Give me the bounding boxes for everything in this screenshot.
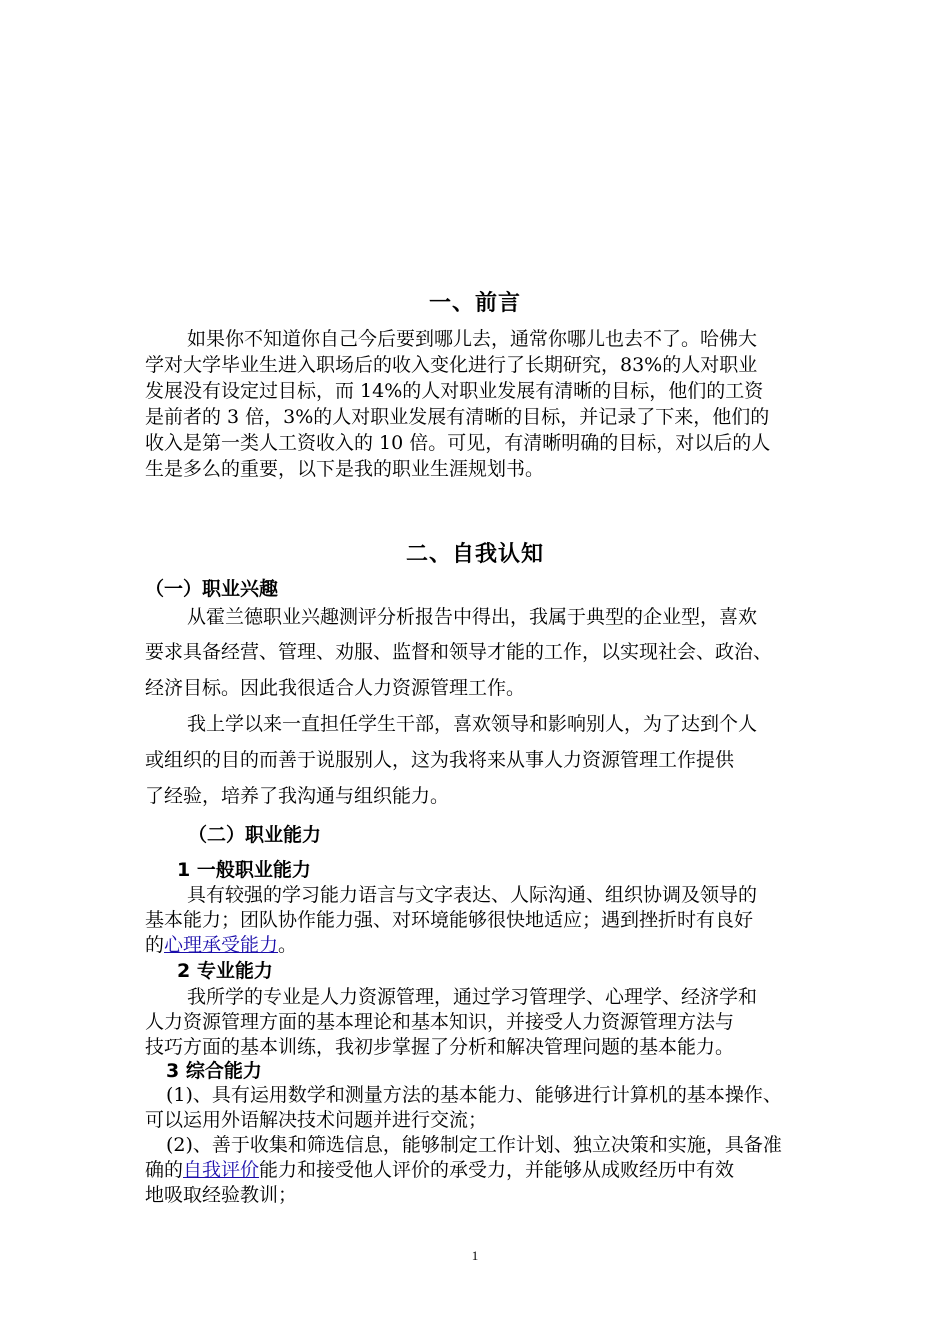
subheading-ability: （二）职业能力 bbox=[188, 824, 322, 846]
page-number: 1 bbox=[471, 1248, 479, 1263]
paragraph-line: 发展没有设定过目标，而 14%的人对职业发展有清晰的目标，他们的工资 bbox=[145, 380, 764, 402]
paragraph-line bbox=[145, 930, 297, 957]
paragraph-line: 学对大学毕业生进入职场后的收入变化进行了长期研究，83%的人对职业 bbox=[145, 354, 758, 376]
paragraph-line: 了经验，培养了我沟通与组织能力。 bbox=[145, 785, 450, 807]
text-suffix: 能力和接受他人评价的承受力，并能够从成败经历中有效 bbox=[259, 1159, 735, 1181]
paragraph-line: 我所学的专业是人力资源管理，通过学习管理学、心理学、经济学和 bbox=[187, 986, 758, 1008]
paragraph-line: 要求具备经营、管理、劝服、监督和领导才能的工作，以实现社会、政治、 bbox=[145, 641, 773, 663]
paragraph-line: 我上学以来一直担任学生干部，喜欢领导和影响别人，为了达到个人 bbox=[187, 713, 758, 735]
subheading-interest: （一）职业兴趣 bbox=[145, 578, 279, 600]
paragraph-line: 从霍兰德职业兴趣测评分析报告中得出，我属于典型的企业型，喜欢 bbox=[187, 606, 758, 628]
paragraph-line: (2)、善于收集和筛选信息，能够制定工作计划、独立决策和实施，具备准 bbox=[166, 1134, 782, 1156]
paragraph-line: 人力资源管理方面的基本理论和基本知识，并接受人力资源管理方法与 bbox=[145, 1011, 735, 1033]
paragraph-line: 收入是第一类人工资收入的 10 倍。可见，有清晰明确的目标，对以后的人 bbox=[145, 432, 771, 454]
paragraph-line: 基本能力；团队协作能力强、对环境能够很快地适应；遇到挫折时有良好 bbox=[145, 909, 754, 931]
paragraph-line: 或组织的目的而善于说服别人，这为我将来从事人力资源管理工作提供 bbox=[145, 749, 735, 771]
paragraph-line: 可以运用外语解决技术问题并进行交流； bbox=[145, 1109, 488, 1131]
subheading-comprehensive-ability: 3 综合能力 bbox=[166, 1060, 262, 1082]
subheading-professional-ability: 2 专业能力 bbox=[177, 960, 273, 982]
text-prefix: 的 bbox=[145, 934, 165, 956]
paragraph-line: 地吸取经验教训； bbox=[145, 1184, 298, 1206]
text-suffix: 。 bbox=[278, 934, 298, 956]
link-psychological-endurance[interactable]: 心理承受能力 bbox=[164, 934, 279, 956]
subheading-general-ability: 1 一般职业能力 bbox=[177, 859, 311, 881]
link-self-evaluation[interactable]: 自我评价 bbox=[183, 1159, 260, 1181]
paragraph-line: 具有较强的学习能力语言与文字表达、人际沟通、组织协调及领导的 bbox=[187, 884, 758, 906]
text-prefix: 确的 bbox=[145, 1159, 184, 1181]
section-title-self-awareness: 二、自我认知 bbox=[405, 542, 544, 567]
paragraph-line: 经济目标。因此我很适合人力资源管理工作。 bbox=[145, 677, 526, 699]
paragraph-line: 是前者的 3 倍，3%的人对职业发展有清晰的目标，并记录了下来，他们的 bbox=[145, 406, 770, 428]
paragraph-line bbox=[145, 1155, 734, 1182]
section-title-preface: 一、前言 bbox=[428, 291, 521, 316]
paragraph-line: 生是多么的重要，以下是我的职业生涯规划书。 bbox=[145, 458, 545, 480]
paragraph-line: 技巧方面的基本训练，我初步掌握了分析和解决管理问题的基本能力。 bbox=[145, 1036, 735, 1058]
paragraph-line: 如果你不知道你自己今后要到哪儿去，通常你哪儿也去不了。哈佛大 bbox=[187, 328, 758, 350]
paragraph-line: (1)、具有运用数学和测量方法的基本能力、能够进行计算机的基本操作、 bbox=[166, 1084, 782, 1106]
